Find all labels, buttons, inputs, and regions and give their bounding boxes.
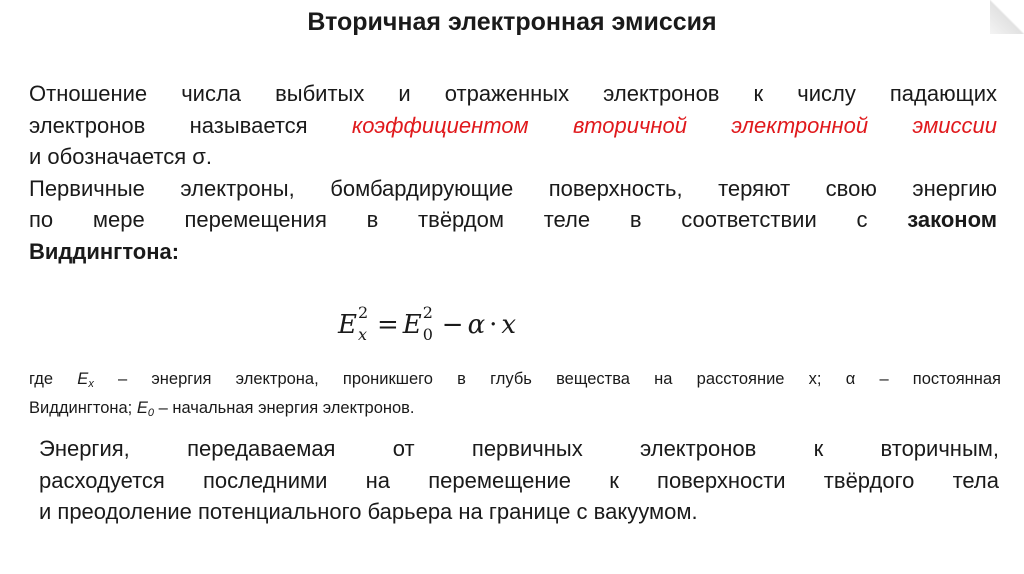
term-highlight: коэффициентом вторичной электронной эмиссии bbox=[351, 112, 997, 138]
formula-x: x bbox=[501, 310, 517, 340]
definition-line-2 bbox=[29, 110, 997, 142]
formula-rhs-sup: 2 bbox=[422, 303, 433, 322]
definition-line-1: Отношение числа выбитых и отраженных электронов к числу падающих bbox=[29, 81, 997, 106]
slide-title: Вторичная электронная эмиссия bbox=[307, 8, 717, 36]
formula-alpha: α bbox=[467, 310, 486, 340]
energy-line-2: расходуется последними на перемещение к поверхности твёрдого тела bbox=[39, 467, 999, 493]
energy-line-3: и преодоление потенциального барьера на границе с вакуумом. bbox=[39, 499, 698, 524]
definition-line-4: Первичные электроны, бомбардирующие поверхность, теряют свою энергию bbox=[29, 175, 997, 201]
notes-widdington: Виддингтона; bbox=[29, 399, 133, 417]
law-name-part-2: Виддингтона: bbox=[29, 238, 180, 264]
notes-line-1-text: – энергия электрона, проникшего в глубь вещества на расстояние x; α – постоянная bbox=[118, 370, 1001, 388]
formula-notes bbox=[29, 367, 1001, 425]
notes-line-1 bbox=[29, 367, 1001, 396]
law-name-part-1: законом bbox=[907, 207, 997, 232]
energy-line-1: Энергия, передаваемая от первичных электронов к вторичным, bbox=[39, 436, 999, 461]
notes-var-ex: Ex bbox=[77, 370, 94, 390]
definition-paragraph bbox=[29, 78, 997, 267]
formula-lhs-sup: 2 bbox=[357, 303, 369, 322]
formula-rhs-sub: 0 bbox=[422, 325, 433, 344]
formula-lhs-base: E bbox=[338, 310, 357, 340]
definition-line-5-text: по мере перемещения в твёрдом теле в соответствии с bbox=[29, 207, 868, 232]
formula-equals: = bbox=[376, 310, 399, 340]
notes-line-2-text: – начальная энергия электронов. bbox=[158, 399, 415, 417]
energy-paragraph bbox=[39, 433, 999, 528]
formula-dot: · bbox=[489, 310, 498, 340]
widdington-formula bbox=[338, 300, 516, 350]
formula-rhs-base: E bbox=[402, 310, 422, 340]
notes-where: где bbox=[29, 370, 54, 388]
definition-line-5 bbox=[29, 204, 997, 236]
formula-minus: − bbox=[441, 310, 464, 340]
definition-line-3: и обозначается σ. bbox=[29, 144, 212, 169]
notes-var-e0: E0 bbox=[136, 399, 154, 419]
formula-lhs-sub: x bbox=[357, 325, 368, 344]
definition-line-2-text: электронов называется bbox=[29, 112, 308, 138]
notes-line-2 bbox=[29, 396, 1001, 425]
